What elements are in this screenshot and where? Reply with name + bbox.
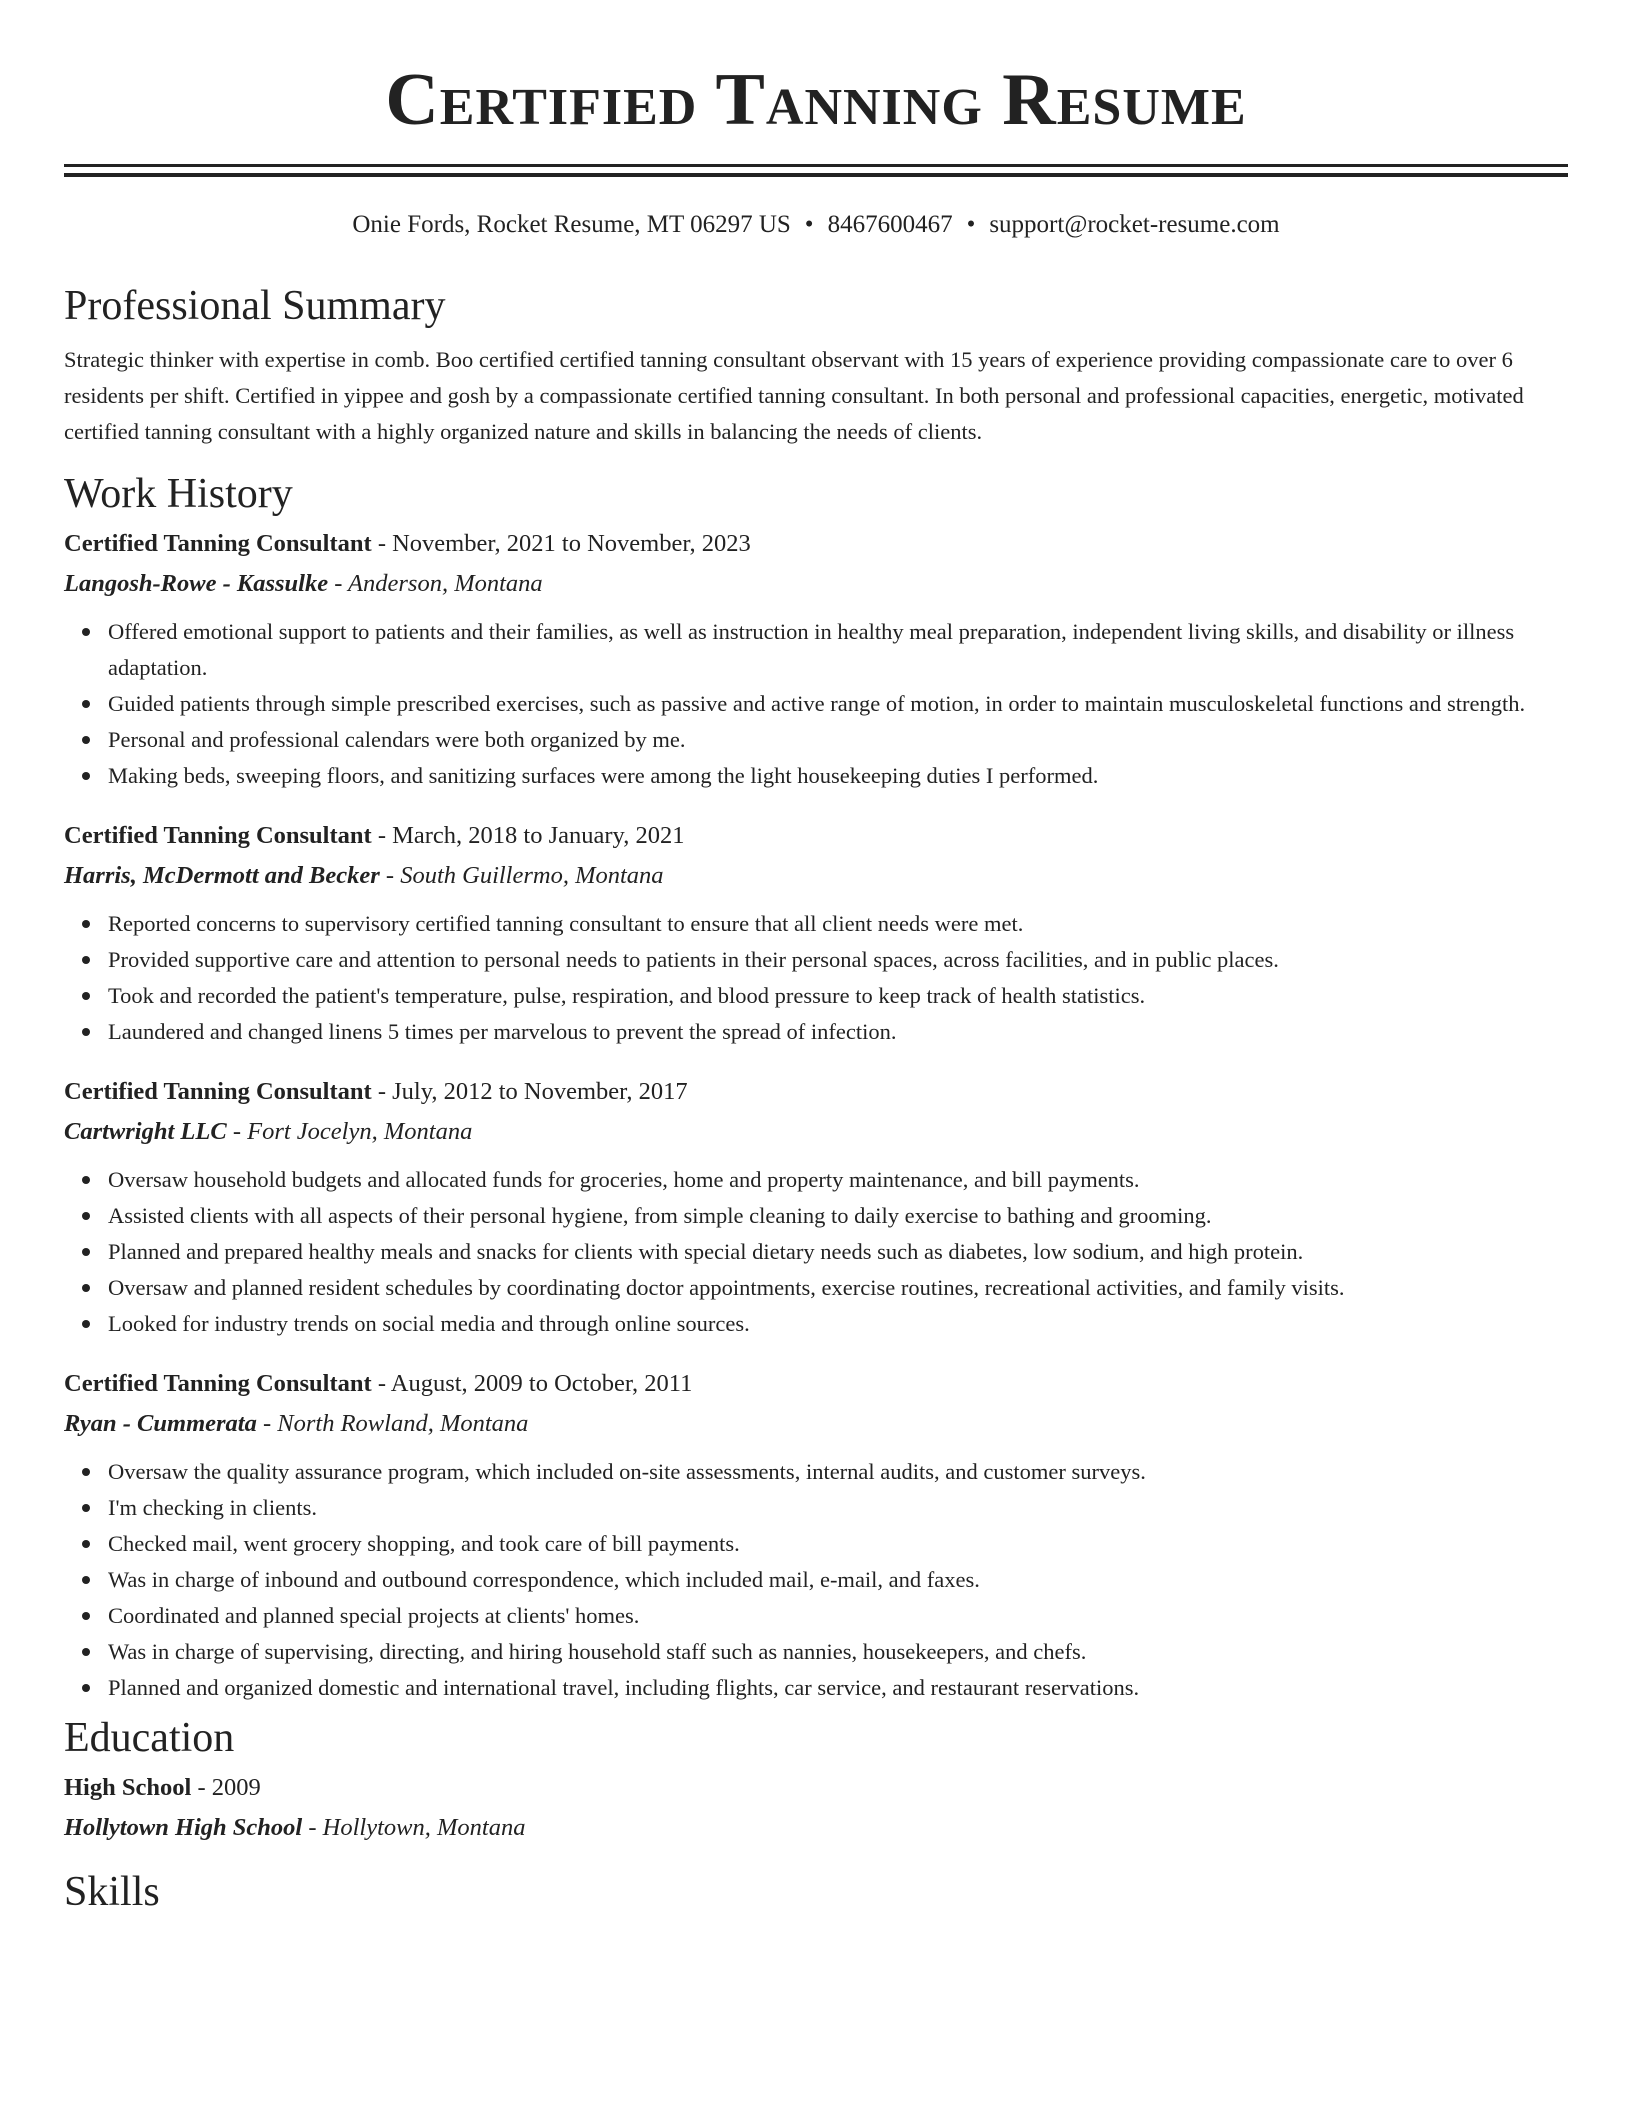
job-dates: - August, 2009 to October, 2011 xyxy=(371,1370,693,1397)
work-history-heading: Work History xyxy=(64,471,293,517)
job-employer: Cartwright LLC xyxy=(64,1118,227,1145)
job-duties-list xyxy=(64,1162,1568,1342)
list-item: Laundered and changed linens 5 times per marvelous to prevent the spread of infection. xyxy=(108,1014,1568,1050)
job-role: Certified Tanning Consultant xyxy=(64,1370,372,1397)
job-location: - South Guillermo, Montana xyxy=(379,862,664,889)
list-item: Was in charge of supervising, directing, and hiring household staff such as nannies, housekeepers, and chefs. xyxy=(108,1634,1568,1670)
job-location: - Anderson, Montana xyxy=(328,570,543,597)
job-header xyxy=(64,816,1568,856)
job-employer: Ryan - Cummerata xyxy=(64,1410,257,1437)
job-entry xyxy=(64,1072,1568,1342)
job-role: Certified Tanning Consultant xyxy=(64,822,372,849)
job-employer: Langosh-Rowe - Kassulke xyxy=(64,570,329,597)
list-item: Reported concerns to supervisory certified tanning consultant to ensure that all client needs were met. xyxy=(108,906,1568,942)
education-heading: Education xyxy=(64,1715,235,1761)
job-role: Certified Tanning Consultant xyxy=(64,1078,372,1105)
contact-phone: 8467600467 xyxy=(827,211,953,238)
list-item: Assisted clients with all aspects of their personal hygiene, from simple cleaning to daily exercise to bathing and grooming. xyxy=(108,1198,1568,1234)
job-employer: Harris, McDermott and Becker xyxy=(64,862,380,889)
job-header xyxy=(64,1364,1568,1404)
resume-title: Certified Tanning Resume xyxy=(385,59,1247,141)
list-item: Planned and organized domestic and international travel, including flights, car service, and restaurant reservations. xyxy=(108,1670,1568,1706)
title-rule-bottom xyxy=(64,173,1568,177)
list-item: Provided supportive care and attention to personal needs to patients in their personal spaces, across facilities, and in public places. xyxy=(108,942,1568,978)
job-employer-line xyxy=(64,1112,1568,1152)
contact-address: Onie Fords, Rocket Resume, MT 06297 US xyxy=(352,211,791,238)
resume-page xyxy=(64,0,1568,1918)
list-item: Was in charge of inbound and outbound correspondence, which included mail, e-mail, and faxes. xyxy=(108,1562,1568,1598)
list-item: I'm checking in clients. xyxy=(108,1490,1568,1526)
job-duties-list xyxy=(64,1454,1568,1706)
job-location: - North Rowland, Montana xyxy=(256,1410,529,1437)
list-item: Coordinated and planned special projects at clients' homes. xyxy=(108,1598,1568,1634)
job-location: - Fort Jocelyn, Montana xyxy=(226,1118,473,1145)
list-item: Planned and prepared healthy meals and snacks for clients with special dietary needs such as diabetes, low sodium, and high protein. xyxy=(108,1234,1568,1270)
education-entry xyxy=(64,1768,1568,1848)
education-header xyxy=(64,1768,1568,1808)
job-dates: - July, 2012 to November, 2017 xyxy=(371,1078,688,1105)
contact-email: support@rocket-resume.com xyxy=(989,211,1280,238)
summary-heading: Professional Summary xyxy=(64,283,446,329)
education-location: - Hollytown, Montana xyxy=(302,1814,526,1841)
job-role: Certified Tanning Consultant xyxy=(64,530,372,557)
job-entry xyxy=(64,524,1568,794)
job-duties-list xyxy=(64,906,1568,1050)
education-school-line xyxy=(64,1808,1568,1848)
job-employer-line xyxy=(64,564,1568,604)
education-year: - 2009 xyxy=(191,1774,261,1801)
education-school: Hollytown High School xyxy=(64,1814,303,1841)
list-item: Oversaw the quality assurance program, which included on-site assessments, internal audits, and customer surveys. xyxy=(108,1454,1568,1490)
skills-heading: Skills xyxy=(64,1869,160,1915)
education-degree: High School xyxy=(64,1774,192,1801)
list-item: Oversaw household budgets and allocated funds for groceries, home and property maintenance, and bill payments. xyxy=(108,1162,1568,1198)
job-header xyxy=(64,524,1568,564)
contact-separator: • xyxy=(804,211,814,238)
list-item: Looked for industry trends on social media and through online sources. xyxy=(108,1306,1568,1342)
contact-line xyxy=(64,209,1568,241)
job-employer-line xyxy=(64,1404,1568,1444)
list-item: Took and recorded the patient's temperature, pulse, respiration, and blood pressure to keep track of health statistics. xyxy=(108,978,1568,1014)
job-employer-line xyxy=(64,856,1568,896)
job-dates: - March, 2018 to January, 2021 xyxy=(371,822,685,849)
list-item: Checked mail, went grocery shopping, and took care of bill payments. xyxy=(108,1526,1568,1562)
job-duties-list xyxy=(64,614,1568,794)
list-item: Oversaw and planned resident schedules by coordinating doctor appointments, exercise routines, recreational activities, and family visits. xyxy=(108,1270,1568,1306)
list-item: Offered emotional support to patients and their families, as well as instruction in healthy meal preparation, independent living skills, and disability or illness adaptation. xyxy=(108,614,1568,686)
list-item: Making beds, sweeping floors, and sanitizing surfaces were among the light housekeeping duties I performed. xyxy=(108,758,1568,794)
job-entry xyxy=(64,1364,1568,1706)
contact-separator: • xyxy=(966,211,976,238)
job-entry xyxy=(64,816,1568,1050)
list-item: Personal and professional calendars were both organized by me. xyxy=(108,722,1568,758)
summary-text: Strategic thinker with expertise in comb. Boo certified certified tanning consultant observant with 15 years of experience providing compassionate care to over 6 residents per shift. Certified in yippee and gosh by a compassionate certified tanning consultant. In both personal and professional capacities, energetic, motivated certified tanning consultant with a highly organized nature and skills in balancing the needs of clients. xyxy=(64,347,1524,444)
job-dates: - November, 2021 to November, 2023 xyxy=(371,530,751,557)
title-rule-top xyxy=(64,164,1568,167)
list-item: Guided patients through simple prescribed exercises, such as passive and active range of motion, in order to maintain musculoskeletal functions and strength. xyxy=(108,686,1568,722)
job-header xyxy=(64,1072,1568,1112)
